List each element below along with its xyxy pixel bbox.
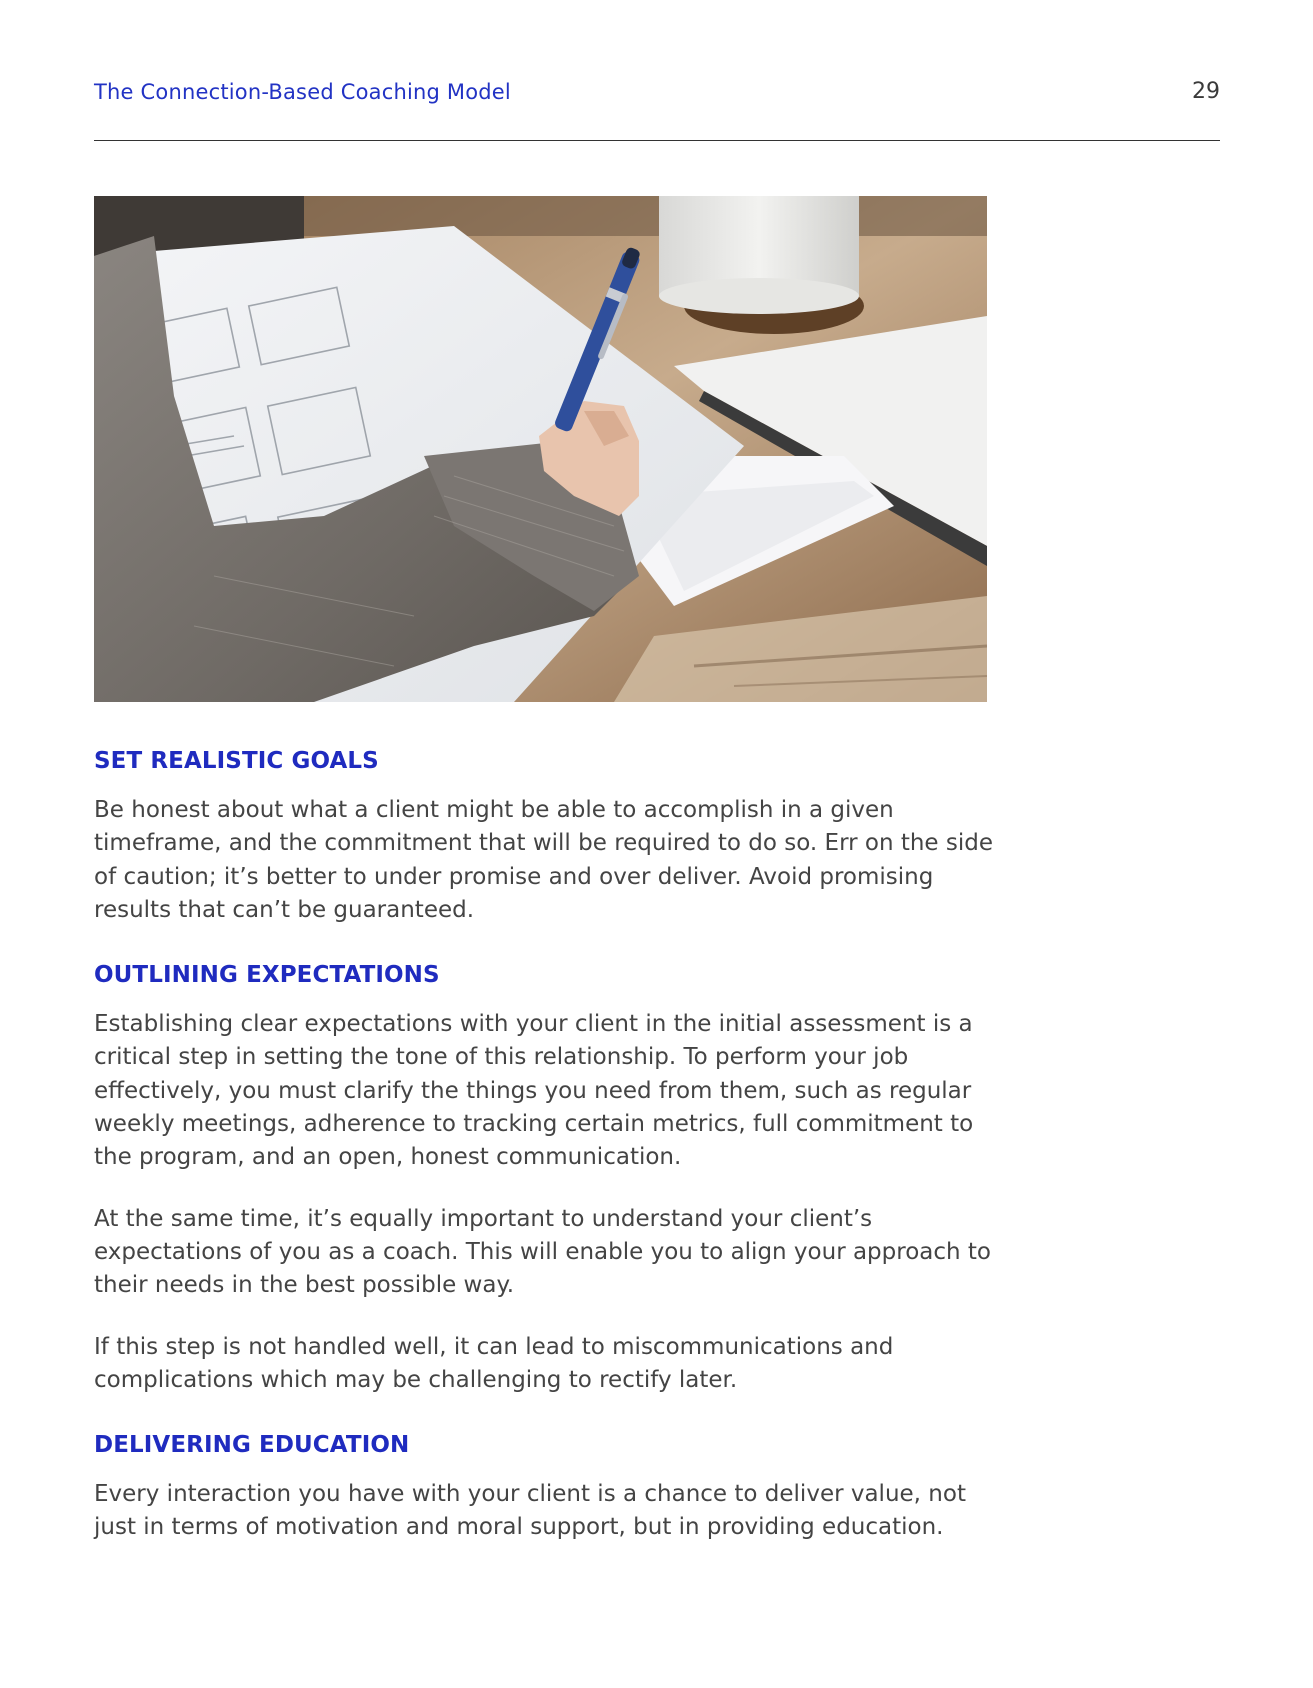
paragraph-outlining-expectations-1: Establishing clear expectations with your client in the initial assessment is a critical step in setting the tone of this relationship. To perform your job effectively, you must clarify the things you need from them, such as regular weekly meetings, adherence to tracking certain metrics, full commitment to the program, and an open, honest communication. (94, 1011, 974, 1171)
paragraph-delivering-education: Every interaction you have with your client is a chance to deliver value, not just in terms of motivation and moral support, but in providing education. (94, 1481, 966, 1541)
running-title: The Connection-Based Coaching Model (94, 80, 511, 104)
main-content (94, 744, 994, 1545)
photo-person-writing-icon (94, 196, 987, 702)
header-divider (94, 140, 1220, 141)
page-header (94, 80, 1220, 110)
page-number: 29 (1192, 79, 1220, 104)
section-heading-delivering-education: DELIVERING EDUCATION (94, 1432, 410, 1459)
section-heading-set-realistic-goals: SET REALISTIC GOALS (94, 748, 379, 774)
paragraph-outlining-expectations-2: At the same time, it’s equally important to understand your client’s expectations of you as a coach. This will enable you to align your approach to their needs in the best possible way. (94, 1205, 991, 1299)
paragraph-set-realistic-goals: Be honest about what a client might be able to accomplish in a given timeframe, and the commitment that will be required to do so. Err on the side of caution; it’s better to under promise and over deliver. Avoid promising results that can’t be guaranteed. (94, 797, 994, 923)
paragraph-outlining-expectations-3: If this step is not handled well, it can lead to miscommunications and complications which may be challenging to rectify later. (94, 1333, 894, 1393)
section-heading-outlining-expectations: OUTLINING EXPECTATIONS (94, 962, 440, 989)
